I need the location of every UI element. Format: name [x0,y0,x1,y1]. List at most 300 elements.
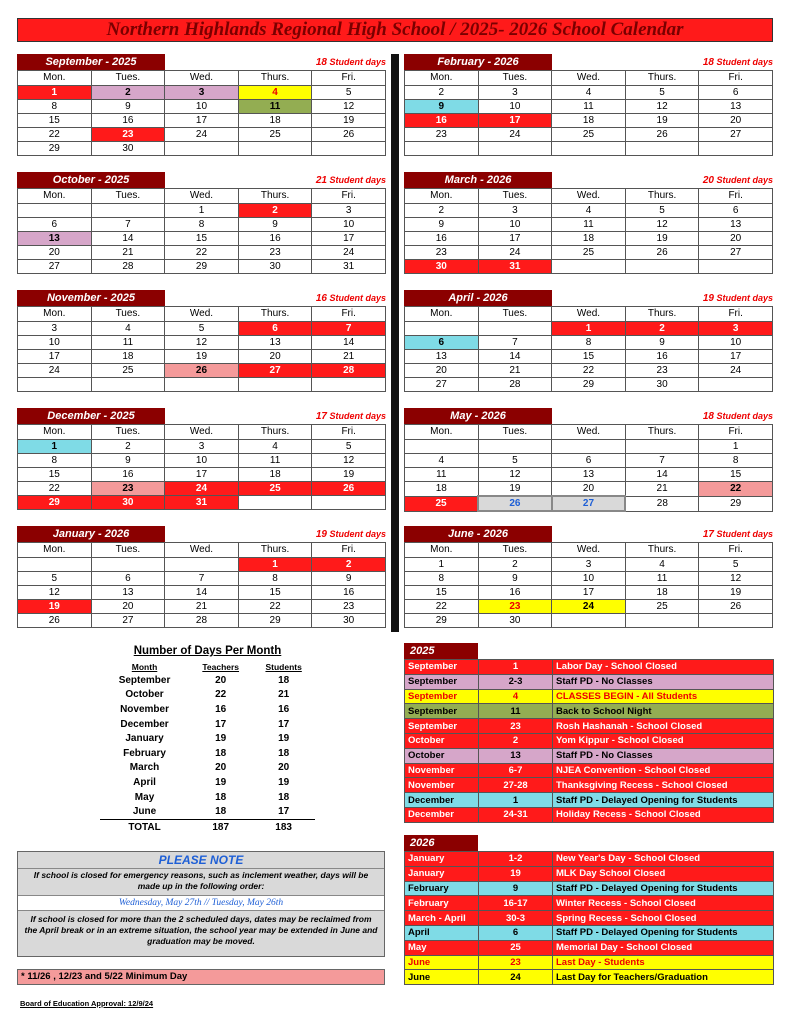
day-cell: 4 [238,86,312,100]
event-description: Back to School Night [553,704,774,719]
days-cell: 22 [215,689,227,701]
weekday-label: Tues. [478,71,552,86]
days-header-cell: Month [131,662,158,672]
day-cell: 10 [699,336,773,350]
event-date: 23 [479,955,553,970]
week-row [405,336,773,350]
day-cell: 30 [91,496,165,510]
days-cell: 20 [278,762,290,774]
event-row [405,852,774,867]
week-row [405,440,773,454]
month-name: January - 2026 [17,526,165,542]
day-cell: 3 [165,86,239,100]
weekday-label: Tues. [91,543,165,558]
event-description: Memorial Day - School Closed [553,940,774,955]
month-calendar [17,290,386,392]
student-days-count [316,175,386,186]
day-cell: 23 [405,246,479,260]
weekday-label: Thurs. [625,307,699,322]
month-calendar [404,172,773,274]
day-cell [405,142,479,156]
month-calendar [404,526,773,628]
student-days-count [316,57,386,68]
month-header [404,526,773,542]
day-cell [478,440,552,454]
days-cell: 18 [278,674,290,686]
day-cell: 16 [405,114,479,128]
week-row [405,350,773,364]
column-divider [391,54,399,632]
day-cell: 21 [165,600,239,614]
day-cell: 24 [552,600,626,614]
page-title: Northern Highlands Regional High School / 2025- 2026 School Calendar [17,18,773,42]
event-date: 6 [479,925,553,940]
event-date: 4 [479,689,553,704]
week-row [405,454,773,468]
day-cell: 2 [405,86,479,100]
week-row [18,322,386,336]
day-cell: 6 [699,86,773,100]
day-cell: 29 [405,614,479,628]
days-total-cell: 183 [252,819,315,834]
event-description: Last Day for Teachers/Graduation [553,970,774,985]
day-cell: 14 [165,586,239,600]
day-cell: 30 [405,260,479,274]
days-cell: 19 [278,733,290,745]
week-row [18,378,386,392]
week-row [405,572,773,586]
week-row [18,142,386,156]
day-cell: 12 [165,336,239,350]
event-date: 24 [479,970,553,985]
student-days-number: 20 [702,175,714,186]
week-row [18,100,386,114]
days-cell: 16 [215,703,227,715]
month-calendar [404,290,773,392]
day-cell: 8 [165,218,239,232]
student-days-label: Student days [716,175,773,185]
day-cell: 20 [699,232,773,246]
event-description: Staff PD - No Classes [553,748,774,763]
days-row [100,790,315,805]
event-date: 1 [479,793,553,808]
weekday-label: Thurs. [238,307,312,322]
month-header [17,172,386,188]
day-cell: 1 [18,440,92,454]
day-cell [91,558,165,572]
student-days-number: 17 [315,411,327,422]
day-cell [312,142,386,156]
day-cell: 9 [91,454,165,468]
student-days-label: Student days [329,411,386,421]
weekday-header-row [18,425,386,440]
month-header [404,408,773,424]
day-cell: 12 [699,572,773,586]
weekday-header-row [405,307,773,322]
day-cell: 20 [405,364,479,378]
weekday-label: Tues. [91,189,165,204]
day-cell: 5 [625,204,699,218]
day-cell: 25 [91,364,165,378]
days-total-cell: 187 [189,819,252,834]
day-cell: 24 [478,246,552,260]
day-cell: 6 [91,572,165,586]
student-days-number: 19 [702,293,714,304]
weekday-label: Tues. [478,307,552,322]
weekday-label: Wed. [552,425,626,440]
days-cell: May [134,791,155,803]
event-date: 23 [479,719,553,734]
weekday-label: Fri. [312,71,386,86]
event-row [405,940,774,955]
day-cell: 7 [625,454,699,468]
event-row [405,807,774,822]
week-row [18,468,386,482]
event-row [405,955,774,970]
day-cell [478,142,552,156]
month-name: February - 2026 [404,54,552,70]
please-note-heading: PLEASE NOTE [18,852,384,869]
day-cell: 14 [625,468,699,482]
event-year: 2026 [404,835,478,851]
weekday-header-row [405,543,773,558]
day-cell: 9 [625,336,699,350]
event-date: 6-7 [479,763,553,778]
day-cell: 1 [238,558,312,572]
days-cell: 18 [278,791,290,803]
day-cell: 2 [91,440,165,454]
day-cell: 13 [552,468,626,482]
event-description: Holiday Recess - School Closed [553,807,774,822]
event-row [405,896,774,911]
student-days-count [316,529,386,540]
day-cell: 17 [699,350,773,364]
event-row [405,660,774,675]
event-month: June [405,970,479,985]
day-cell: 26 [625,246,699,260]
days-row [100,717,315,732]
event-row [405,793,774,808]
day-cell: 25 [625,600,699,614]
event-date: 19 [479,866,553,881]
day-cell: 29 [699,496,773,511]
day-cell: 14 [91,232,165,246]
weekday-label: Thurs. [238,425,312,440]
week-row [405,232,773,246]
day-cell [552,260,626,274]
day-cell [18,558,92,572]
student-days-number: 19 [315,529,327,540]
weekday-header-row [405,189,773,204]
day-cell: 28 [478,378,552,392]
event-description: Last Day - Students [553,955,774,970]
event-date: 13 [479,748,553,763]
event-month: February [405,881,479,896]
day-cell: 3 [165,440,239,454]
day-cell: 27 [699,128,773,142]
student-days-label: Student days [716,57,773,67]
event-date: 11 [479,704,553,719]
day-cell: 17 [478,114,552,128]
student-days-label: Student days [329,57,386,67]
day-cell: 19 [312,114,386,128]
week-row [18,600,386,614]
event-list [404,643,773,823]
days-cell: 18 [215,747,227,759]
day-cell: 23 [312,600,386,614]
student-days-label: Student days [716,293,773,303]
day-cell: 13 [238,336,312,350]
weekday-label: Mon. [18,189,92,204]
day-cell: 23 [405,128,479,142]
month-grid [17,188,386,274]
day-cell: 27 [552,496,626,511]
student-days-count [703,293,773,304]
days-cell: January [125,733,164,745]
day-cell: 29 [238,614,312,628]
day-cell: 18 [625,586,699,600]
event-month: October [405,733,479,748]
month-header [404,172,773,188]
weekday-label: Mon. [18,425,92,440]
month-grid [17,542,386,628]
week-row [405,114,773,128]
week-row [18,364,386,378]
days-row [100,688,315,703]
weekday-label: Mon. [405,543,479,558]
day-cell: 15 [165,232,239,246]
event-row [405,778,774,793]
day-cell: 15 [699,468,773,482]
month-grid [404,306,773,392]
day-cell: 20 [699,114,773,128]
weekday-label: Fri. [699,425,773,440]
day-cell: 26 [18,614,92,628]
month-calendar [17,172,386,274]
day-cell: 4 [91,322,165,336]
day-cell: 12 [18,586,92,600]
weekday-label: Thurs. [625,189,699,204]
day-cell: 19 [18,600,92,614]
day-cell: 23 [478,600,552,614]
weekday-header-row [405,425,773,440]
note-paragraph-2: If school is closed for more than the 2 scheduled days, dates may be reclaimed from the April break or in an extreme situation, the school year may be extended in June and graduation may be moved. [24,914,378,946]
day-cell [165,558,239,572]
day-cell: 25 [552,128,626,142]
student-days-number: 18 [702,57,714,68]
event-date: 25 [479,940,553,955]
day-cell: 9 [312,572,386,586]
days-row [100,673,315,688]
weekday-label: Mon. [405,425,479,440]
month-name: April - 2026 [404,290,552,306]
week-row [18,218,386,232]
weekday-label: Fri. [312,425,386,440]
day-cell: 10 [478,100,552,114]
day-cell: 29 [18,496,92,510]
student-days-number: 21 [315,175,327,186]
student-days-number: 18 [702,411,714,422]
days-cell: 20 [215,674,227,686]
week-row [405,600,773,614]
event-date: 16-17 [479,896,553,911]
days-row [100,746,315,761]
day-cell: 27 [238,364,312,378]
event-row [405,733,774,748]
event-row [405,748,774,763]
days-row [100,731,315,746]
weekday-label: Mon. [405,307,479,322]
day-cell: 22 [552,364,626,378]
day-cell: 26 [699,600,773,614]
days-cell: 18 [215,791,227,803]
day-cell: 30 [312,614,386,628]
month-name: June - 2026 [404,526,552,542]
day-cell: 29 [552,378,626,392]
day-cell: 25 [552,246,626,260]
month-header [404,54,773,70]
day-cell: 25 [238,482,312,496]
month-grid [404,70,773,156]
day-cell [478,322,552,336]
day-cell [312,378,386,392]
day-cell: 31 [478,260,552,274]
day-cell: 5 [312,440,386,454]
day-cell: 5 [165,322,239,336]
event-description: Staff PD - Delayed Opening for Students [553,881,774,896]
day-cell: 2 [625,322,699,336]
day-cell: 28 [165,614,239,628]
event-month: January [405,852,479,867]
weekday-header-row [405,71,773,86]
month-header [17,290,386,306]
day-cell: 5 [18,572,92,586]
day-cell [405,440,479,454]
day-cell: 2 [91,86,165,100]
weekday-header-row [18,543,386,558]
days-cell: 19 [215,776,227,788]
days-cell: October [125,689,164,701]
days-total-cell: TOTAL [100,819,189,834]
week-row [18,572,386,586]
day-cell: 14 [312,336,386,350]
event-row [405,911,774,926]
day-cell [165,142,239,156]
day-cell: 24 [699,364,773,378]
month-name: October - 2025 [17,172,165,188]
day-cell: 21 [91,246,165,260]
event-month: December [405,793,479,808]
week-row [18,558,386,572]
board-approval: Board of Education Approval: 12/9/24 [20,999,154,1008]
student-days-count [703,529,773,540]
student-days-count [703,175,773,186]
day-cell: 5 [478,454,552,468]
days-cell: February [123,747,166,759]
day-cell: 6 [405,336,479,350]
event-row [405,881,774,896]
month-name: November - 2025 [17,290,165,306]
week-row [18,336,386,350]
day-cell: 27 [405,378,479,392]
weekday-label: Fri. [699,189,773,204]
event-month: September [405,660,479,675]
day-cell: 27 [699,246,773,260]
day-cell: 9 [405,218,479,232]
day-cell: 16 [91,468,165,482]
student-days-label: Student days [716,529,773,539]
day-cell: 11 [238,100,312,114]
week-row [18,260,386,274]
day-cell: 10 [552,572,626,586]
days-total-row [100,819,315,834]
day-cell: 3 [478,86,552,100]
weekday-label: Mon. [18,71,92,86]
week-row [18,232,386,246]
weekday-header-row [18,189,386,204]
day-cell: 22 [165,246,239,260]
student-days-label: Student days [329,529,386,539]
days-cell: March [129,762,160,774]
week-row [405,378,773,392]
weekday-label: Wed. [552,71,626,86]
day-cell: 18 [552,114,626,128]
week-row [18,496,386,510]
days-cell: 16 [278,703,290,715]
makeup-dates: Wednesday, May 27th // Tuesday, May 26th [18,895,384,911]
day-cell: 24 [312,246,386,260]
event-list [404,835,773,985]
days-header-cell: Teachers [202,662,240,672]
day-cell: 26 [478,496,552,511]
month-calendar [17,54,386,156]
day-cell: 4 [238,440,312,454]
event-description: Rosh Hashanah - School Closed [553,719,774,734]
day-cell: 24 [18,364,92,378]
event-date: 27-28 [479,778,553,793]
day-cell: 17 [478,232,552,246]
week-row [18,86,386,100]
event-month: January [405,866,479,881]
day-cell: 28 [625,496,699,511]
event-row [405,719,774,734]
day-cell: 22 [699,482,773,497]
student-days-label: Student days [329,175,386,185]
day-cell: 6 [552,454,626,468]
weekday-label: Mon. [18,307,92,322]
days-cell: 19 [215,733,227,745]
day-cell: 7 [478,336,552,350]
day-cell: 3 [699,322,773,336]
weekday-label: Thurs. [625,71,699,86]
day-cell: 2 [478,558,552,572]
day-cell: 4 [552,86,626,100]
day-cell: 11 [405,468,479,482]
day-cell: 15 [18,114,92,128]
event-table [404,659,774,823]
day-cell: 7 [165,572,239,586]
week-row [18,586,386,600]
month-header [17,408,386,424]
day-cell: 11 [238,454,312,468]
days-cell: 18 [215,806,227,818]
day-cell: 4 [552,204,626,218]
day-cell: 5 [699,558,773,572]
weekday-header-row [18,71,386,86]
days-cell: June [132,806,157,818]
event-date: 24-31 [479,807,553,822]
day-cell [625,260,699,274]
